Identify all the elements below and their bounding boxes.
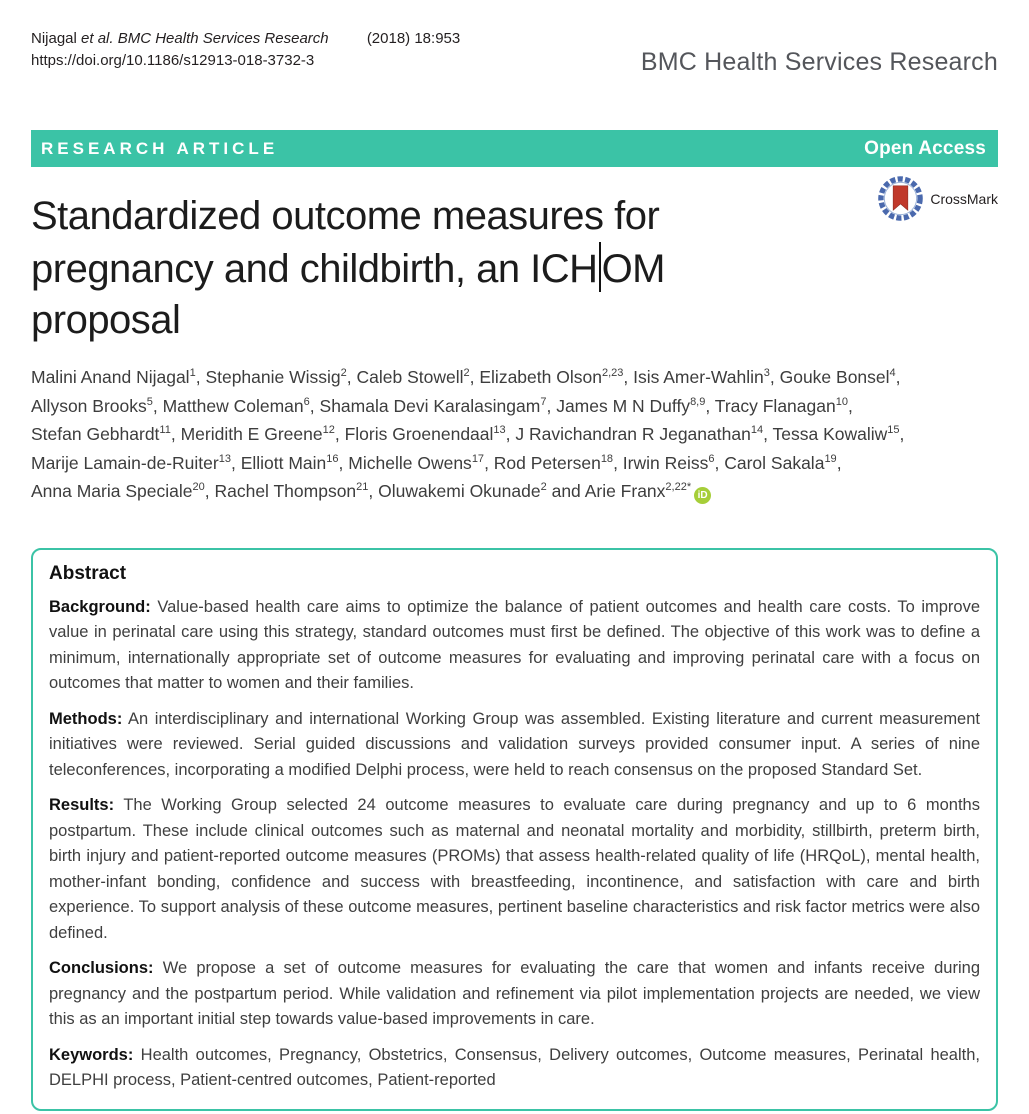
author-name: Isis Amer-Wahlin — [633, 367, 764, 387]
author-affiliation-superscript: 13 — [493, 424, 506, 437]
author-name: Anna Maria Speciale — [31, 481, 193, 501]
author-name: Shamala Devi Karalasingam — [319, 395, 541, 416]
author-affiliation-superscript: 6 — [708, 452, 715, 465]
abstract-section: Keywords: Health outcomes, Pregnancy, Obstetrics, Consensus, Delivery outcomes, Outcome measures, Perinatal health, DELPHI process, Patient-centred outcomes, Patient-reported — [49, 1045, 980, 1089]
author-affiliation-superscript: 15 — [887, 424, 900, 437]
citation-block — [31, 28, 460, 72]
author-name: Arie Franx — [584, 481, 666, 501]
author-list — [31, 363, 998, 506]
author-name: Elizabeth Olson — [479, 367, 602, 387]
author-affiliation-superscript: 14 — [750, 424, 764, 437]
author-affiliation-superscript: 19 — [824, 452, 837, 465]
author-name: Carol Sakala — [724, 452, 825, 473]
citation-journal: et al. BMC Health Services Research — [81, 30, 329, 47]
abstract-section-label: Conclusions: — [49, 959, 154, 977]
journal-name: BMC Health Services Research — [640, 48, 998, 76]
abstract-section: Conclusions: We propose a set of outcome measures for evaluating the care that women and infants receive during pregnancy and the postpartum period. While validation and refinement via pilot implementation projects are needed, we view this as an important initial step towards value-based improvements in care. — [49, 959, 980, 1028]
author-affiliation-superscript: 6 — [303, 395, 310, 408]
author-affiliation-superscript: 21 — [356, 481, 369, 494]
title-line1: Standardized outcome measures for — [31, 194, 660, 238]
author-affiliation-superscript: 16 — [326, 452, 339, 465]
crossmark-icon — [877, 175, 924, 222]
author-name: Allyson Brooks — [31, 395, 147, 416]
author-affiliation-superscript: 17 — [471, 452, 485, 465]
author-name: Oluwakemi Okunade — [378, 481, 541, 501]
author-affiliation-superscript: 2,22* — [665, 481, 692, 494]
page-header — [31, 0, 998, 77]
crossmark-badge[interactable] — [877, 175, 998, 222]
author-name: Marije Lamain-de-Ruiter — [31, 452, 219, 473]
author-affiliation-superscript: 2 — [540, 481, 547, 494]
author-affiliation-superscript: 10 — [835, 395, 848, 408]
author-name: Matthew Coleman — [162, 395, 304, 416]
author-affiliation-superscript: 11 — [159, 424, 171, 437]
author-affiliation-superscript: 2 — [340, 367, 347, 380]
author-affiliation-superscript: 4 — [889, 367, 896, 380]
citation-ref: (2018) 18:953 — [366, 30, 461, 47]
citation-authors: Nijagal — [31, 30, 77, 47]
open-access-label: Open Access — [864, 137, 986, 159]
title-block — [31, 191, 998, 346]
doi-link[interactable]: https://doi.org/10.1186/s12913-018-3732-3 — [31, 52, 315, 69]
author-name: J Ravichandran R Jeganathan — [515, 424, 751, 444]
crossmark-label: CrossMark — [930, 190, 998, 207]
author-affiliation-superscript: 7 — [540, 395, 547, 408]
abstract-box — [31, 548, 998, 1111]
abstract-sections — [49, 595, 980, 1094]
author-affiliation-superscript: 2,23 — [601, 367, 624, 380]
article-type-banner — [31, 130, 998, 167]
author-name: Stefan Gebhardt — [31, 424, 160, 444]
article-type-label: RESEARCH ARTICLE — [41, 138, 279, 158]
title-line3: proposal — [31, 298, 181, 342]
author-name: Elliott Main — [240, 452, 327, 473]
author-line: Malini Anand Nijagal$^1$, Stephanie Wissig$^2$, Caleb Stowell$^2$, Elizabeth Olson$^{2,23}$, Isis Amer-Wahlin$^3$, Gouke Bonsel$^4$, — [31, 367, 901, 387]
author-name: Malini Anand Nijagal — [31, 367, 190, 387]
author-name: Gouke Bonsel — [779, 367, 890, 387]
author-affiliation-superscript: 2 — [463, 367, 470, 380]
abstract-section: Background: Value-based health care aims to optimize the balance of patient outcomes and health care costs. To improve value in perinatal care using this strategy, standard outcomes must first be defined. The objective of this work was to define a minimum, internationally appropriate set of outcome measures for evaluating and improving perinatal care with a focus on outcomes that matter to women and their families. — [49, 597, 980, 692]
author-name: Tessa Kowaliw — [772, 424, 888, 444]
abstract-section: Methods: An interdisciplinary and international Working Group was assembled. Existing literature and current measurement initiatives were reviewed. Serial guided discussions and validation surveys provided consumer input. A series of nine teleconferences, incorporating a modified Delphi process, were held to reach consensus on the proposed Standard Set. — [49, 709, 980, 779]
author-affiliation-superscript: 20 — [192, 481, 205, 494]
author-line: Anna Maria Speciale$^{20}$, Rachel Thompson$^{21}$, Oluwakemi Okunade$^2$ and Arie Franx$^{2,22*}$iD — [31, 477, 998, 506]
abstract-section-label: Keywords: — [49, 1045, 134, 1064]
author-name: Rod Petersen — [493, 452, 601, 473]
citation-line — [31, 28, 460, 50]
author-affiliation-superscript: 5 — [146, 395, 153, 408]
author-name: Tracy Flanagan — [714, 395, 836, 416]
orcid-id-icon[interactable]: iD — [694, 487, 711, 504]
author-name: Floris Groenendaal — [344, 424, 494, 444]
article-title — [31, 191, 998, 346]
author-affiliation-superscript: 1 — [189, 367, 196, 380]
abstract-section-label: Methods: — [49, 709, 123, 728]
abstract-section-label: Results: — [49, 796, 115, 814]
author-affiliation-superscript: 18 — [600, 452, 614, 465]
abstract-heading: Abstract — [49, 562, 127, 584]
author-name: Meridith E Greene — [180, 424, 323, 444]
title-line2-before: pregnancy and childbirth, an ICH — [31, 247, 598, 291]
author-line: Stefan Gebhardt$^{11}$, Meridith E Greene$^{12}$, Floris Groenendaal$^{13}$, J Ravichandran R Jeganathan$^{14}$, Tessa Kowaliw$^{15}$, — [31, 424, 905, 444]
author-name: Irwin Reiss — [622, 452, 709, 473]
abstract-section-label: Background: — [49, 597, 151, 616]
author-affiliation-superscript: 3 — [763, 367, 770, 380]
author-name: James M N Duffy — [556, 395, 691, 416]
author-name: Michelle Owens — [348, 452, 472, 473]
author-name: Caleb Stowell — [356, 367, 464, 387]
author-affiliation-superscript: 12 — [322, 424, 335, 437]
author-line: Allyson Brooks$^5$, Matthew Coleman$^6$, Shamala Devi Karalasingam$^7$, James M N Duffy$^{8,9}$, Tracy Flanagan$^{10}$, — [31, 395, 853, 416]
author-affiliation-superscript: 8,9 — [690, 395, 706, 408]
title-line2-after: OM — [601, 247, 665, 291]
author-affiliation-superscript: 13 — [218, 452, 231, 465]
author-line: Marije Lamain-de-Ruiter$^{13}$, Elliott Main$^{16}$, Michelle Owens$^{17}$, Rod Petersen$^{18}$, Irwin Reiss$^6$, Carol Sakala$^{19}$, — [31, 452, 842, 473]
author-name: Rachel Thompson — [214, 481, 357, 501]
abstract-section: Results: The Working Group selected 24 outcome measures to evaluate care during pregnancy and up to 6 months postpartum. These include clinical outcomes such as maternal and neonatal mortality and morbidity, stillbirth, preterm birth, birth injury and patient-reported outcome measures (PROMs) that assess health-related quality of life (HRQoL), mental health, mother-infant bonding, confidence and success with breastfeeding, incontinence, and satisfaction with care and birth experience. To support analysis of these outcome measures, pertinent baseline characteristics and risk factor metrics were also defined. — [49, 796, 980, 942]
text-cursor — [599, 242, 601, 292]
author-name: Stephanie Wissig — [205, 367, 341, 387]
